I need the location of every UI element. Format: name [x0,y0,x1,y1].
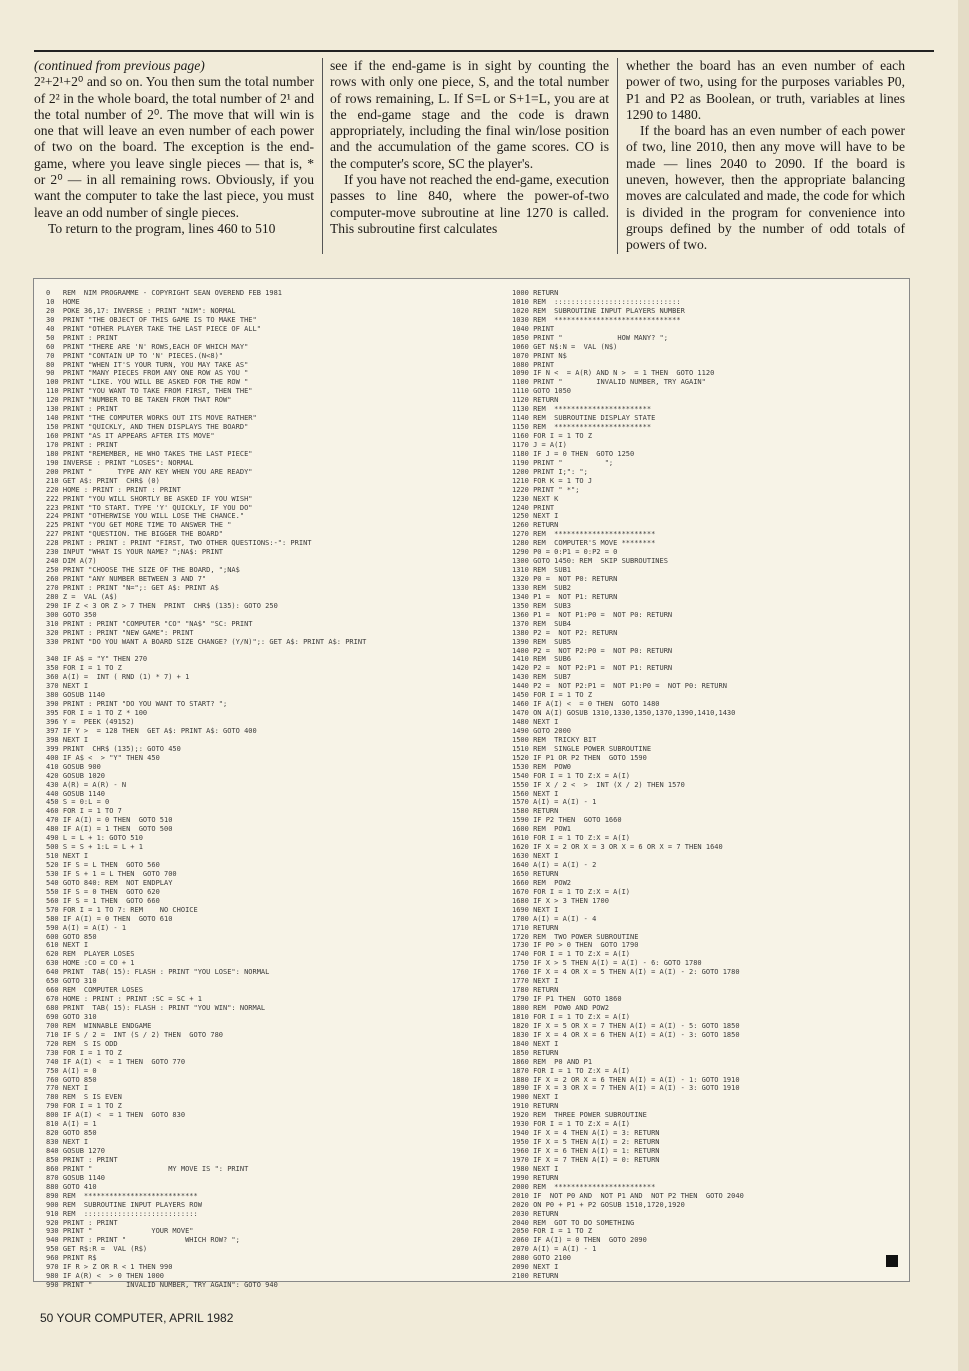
code-line: 840 GOSUB 1270 [46,1147,106,1155]
code-line: 270 PRINT : PRINT "N=";: GET A$: PRINT A$ [46,583,219,592]
code-line: 860 PRINT " MY MOVE IS ": PRINT [46,1164,249,1173]
code-line: 310 PRINT : PRINT "COMPUTER "CO" "NA$" "SC: PRINT [46,619,253,628]
code-line: 2040 REM GOT TO DO SOMETHING [512,1218,635,1227]
code-line: 630 HOME :CO = CO + 1 [46,959,135,968]
code-line: 670 HOME : PRINT : PRINT :SC = SC + 1 [46,995,202,1004]
code-line: 880 GOTO 410 [46,1182,97,1191]
code-line: 1120 RETURN [512,396,559,405]
code-line: 1140 REM SUBROUTINE DISPLAY STATE [512,414,656,423]
code-line: 1690 NEXT I [512,905,559,914]
code-line: 1350 REM SUB3 [512,601,572,610]
code-line: 1820 IF X = 5 OR X = 7 THEN A(I) = A(I) - 5: GOTO 1850 [512,1021,740,1030]
code-line: 1070 PRINT N$ [512,351,567,360]
code-line: 1400 P2 = NOT P2:P0 = NOT P0: RETURN [512,646,673,655]
code-line: 430 A(R) = A(R) - N [46,780,127,789]
code-line: 1500 REM TRICKY BIT [512,735,597,744]
code-line: 300 GOTO 350 [46,610,97,619]
code-line: 1360 P1 = NOT P1:P0 = NOT P0: RETURN [512,610,673,619]
code-line: 1730 IF P0 > 0 THEN GOTO 1790 [512,941,639,950]
paragraph: If the board has an even number of each power of two, line 2010, then any move will have to be made — lines 2040 to 2090. If the board is uneven, however, then the appropriate balancing moves are calculated and made, the code for which is divided in the program for convenience into groups defined by the number of odd totals of powers of two. [626,123,905,253]
code-line: 1010 REM :::::::::::::::::::::::::::::: [512,297,681,306]
code-line: 180 PRINT "REMEMBER, HE WHO TAKES THE LAST PIECE" [46,449,253,458]
code-line: 750 A(I) = 0 [46,1066,97,1075]
code-line: 510 NEXT I [46,852,89,861]
listing-left-column [46,289,366,1290]
code-line: 1520 IF P1 OR P2 THEN GOTO 1590 [512,753,647,762]
end-of-article-square-icon [886,1255,898,1267]
code-line: 770 NEXT I [46,1084,89,1093]
code-line: 1980 NEXT I [512,1164,559,1173]
code-line: 225 PRINT "YOU GET MORE TIME TO ANSWER THE " [46,521,232,530]
code-line: 940 PRINT : PRINT " WHICH ROW? "; [46,1236,240,1245]
code-line: 50 PRINT : PRINT [46,333,118,342]
code-line: 1700 A(I) = A(I) - 4 [512,914,597,923]
code-line: 280 Z = VAL (A$) [46,592,118,601]
code-line: 1240 PRINT [512,503,555,512]
code-line: 1850 RETURN [512,1048,559,1057]
code-line: 1870 FOR I = 1 TO Z:X = A(I) [512,1066,631,1075]
code-line: 1190 PRINT " "; [512,458,614,467]
code-line: 1900 NEXT I [512,1093,559,1102]
code-line: 2060 IF A(I) = 0 THEN GOTO 2090 [512,1236,647,1245]
code-line: 1950 IF X = 5 THEN A(I) = 2: RETURN [512,1138,660,1147]
code-line: 2010 IF NOT P0 AND NOT P1 AND NOT P2 THEN GOTO 2040 [512,1191,744,1200]
code-line: 370 NEXT I [46,682,89,691]
code-line: 220 HOME : PRINT : PRINT : PRINT [46,485,181,494]
page-spine-shadow [958,0,969,1371]
code-line: 730 FOR I = 1 TO Z [46,1048,122,1057]
code-line: 1040 PRINT [512,324,555,333]
code-line: 330 PRINT "DO YOU WANT A BOARD SIZE CHANGE? (Y/N)";: GET A$: PRINT A$: PRINT [46,637,367,646]
code-line: 1550 IF X / 2 < > INT (X / 2) THEN 1570 [512,780,685,789]
code-line: 2090 NEXT I [512,1263,559,1272]
code-line: 350 FOR I = 1 TO Z [46,664,122,673]
code-line: 1970 IF X = 7 THEN A(I) = 0: RETURN [512,1155,660,1164]
code-line: 680 PRINT TAB( 15): FLASH : PRINT "YOU WIN": NORMAL [46,1004,266,1012]
code-line: 440 GOSUB 1140 [46,789,106,798]
code-line: 1100 PRINT " INVALID NUMBER, TRY AGAIN" [512,378,706,387]
code-line: 780 REM S IS EVEN [46,1093,122,1102]
code-line: 1000 RETURN [512,289,559,297]
code-line: 1200 PRINT I;": "; [512,467,588,476]
code-line: 222 PRINT "YOU WILL SHORTLY BE ASKED IF YOU WISH" [46,494,253,503]
code-line: 580 IF A(I) = 0 THEN GOTO 610 [46,914,173,923]
code-line: 920 PRINT : PRINT [46,1218,118,1227]
code-line: 1670 FOR I = 1 TO Z:X = A(I) [512,887,631,896]
code-line: 1340 P1 = NOT P1: RETURN [512,592,618,601]
code-line: 1020 REM SUBROUTINE INPUT PLAYERS NUMBER [512,306,685,315]
article-column-1 [34,58,314,237]
code-line: 340 IF A$ = "Y" THEN 270 [46,655,148,664]
code-line: 100 PRINT "LIKE. YOU WILL BE ASKED FOR THE ROW " [46,378,249,387]
code-line: 460 FOR I = 1 TO 7 [46,807,122,816]
code-line: 1380 P2 = NOT P2: RETURN [512,628,618,637]
code-line: 1990 RETURN [512,1173,559,1182]
code-line: 1710 RETURN [512,923,559,932]
code-line: 710 IF S / 2 = INT (S / 2) THEN GOTO 780 [46,1030,224,1039]
code-line: 570 FOR I = 1 TO 7: REM NO CHOICE [46,905,198,914]
code-line: 420 GOSUB 1020 [46,771,106,780]
code-line: 820 GOTO 850 [46,1129,97,1138]
code-line: 870 GOSUB 1140 [46,1173,106,1182]
code-line: 200 PRINT " TYPE ANY KEY WHEN YOU ARE READY" [46,467,253,476]
code-line: 800 IF A(I) < = 1 THEN GOTO 830 [46,1111,186,1120]
paragraph: 2²+2¹+2⁰ and so on. You then sum the total number of 2² in the whole board, the total number of 2¹ and the total number of 2⁰. The move that will win is one that will leave an even number of each power of two on the board. The exception is the end-game, where you leave single pieces — that is, * or 2⁰ — in all remaining rows. Obviously, if you want the computer to take the last piece, you must leave an odd number of single pieces. [34,74,314,220]
code-line: 720 REM S IS ODD [46,1039,118,1048]
code-line: 910 REM ::::::::::::::::::::::::::: [46,1209,198,1218]
code-line: 260 PRINT "ANY NUMBER BETWEEN 3 AND 7" [46,575,207,583]
code-line: 250 PRINT "CHOOSE THE SIZE OF THE BOARD, ";NA$ [46,566,240,575]
listing-right-column [512,289,744,1281]
code-line: 1330 REM SUB2 [512,583,572,592]
continued-label: (continued from previous page) [34,58,205,73]
code-line: 224 PRINT "OTHERWISE YOU WILL LOSE THE CHANCE." [46,512,245,521]
paragraph: If you have not reached the end-game, execution passes to line 840, where the power-of-two computer-move subroutine at line 1270 is called. This subroutine first calculates [330,172,609,236]
article-column-2 [330,58,609,237]
code-line: 1280 REM COMPUTER'S MOVE ******** [512,539,656,548]
code-line: 130 PRINT : PRINT [46,405,118,414]
code-line: 1960 IF X = 6 THEN A(I) = 1: RETURN [512,1147,660,1155]
code-line: 80 PRINT "WHEN IT'S YOUR TURN, YOU MAY TAKE AS" [46,360,249,369]
code-line: 2020 ON P0 + P1 + P2 GOSUB 1510,1720,1920 [512,1200,685,1209]
code-line: 70 PRINT "CONTAIN UP TO 'N' PIECES.(N<8)" [46,351,224,360]
code-line: 390 PRINT : PRINT "DO YOU WANT TO START? "; [46,700,228,709]
code-line: 740 IF A(I) < = 1 THEN GOTO 770 [46,1057,186,1066]
code-line: 2100 RETURN [512,1272,559,1281]
code-line: 1740 FOR I = 1 TO Z:X = A(I) [512,950,631,959]
code-line: 1600 REM POW1 [512,825,572,834]
code-line: 1090 IF N < = A(R) AND N > = 1 THEN GOTO 1120 [512,369,715,378]
code-line: 1650 RETURN [512,869,559,878]
code-line: 700 REM WINNABLE ENDGAME [46,1021,152,1030]
code-line: 399 PRINT CHR$ (135);: GOTO 450 [46,744,181,753]
code-line: 2030 RETURN [512,1209,559,1218]
code-line: 970 IF R > Z OR R < 1 THEN 990 [46,1263,173,1272]
code-line: 1480 NEXT I [512,718,559,726]
code-line: 0 REM NIM PROGRAMME - COPYRIGHT SEAN OVEREND FEB 1981 [46,289,283,297]
code-line: 1830 IF X = 4 OR X = 6 THEN A(I) = A(I) - 3: GOTO 1850 [512,1030,740,1039]
code-line: 1810 FOR I = 1 TO Z:X = A(I) [512,1012,631,1021]
code-line: 790 FOR I = 1 TO Z [46,1102,122,1111]
code-line: 1220 PRINT " *"; [512,485,580,494]
code-line: 1770 NEXT I [512,977,559,986]
code-line: 1940 IF X = 4 THEN A(I) = 3: RETURN [512,1129,660,1138]
code-line: 1050 PRINT " HOW MANY? "; [512,333,668,342]
program-listing [33,278,910,1290]
code-line: 228 PRINT : PRINT : PRINT "FIRST, TWO OTHER QUESTIONS:-": PRINT [46,539,312,548]
code-line: 1030 REM ****************************** [512,315,681,324]
paragraph: see if the end-game is in sight by counting the rows with only one piece, S, and the total number of rows remaining, L. If S=L or S+1=L, you are at the end-game stage and the code is drawn appropriately, including the final win/lose position and the accumulation of the game scores. CO is the computer's score, SC the player's. [330,58,609,171]
paragraph: whether the board has an even number of each power of two, using for the purposes variables P0, P1 and P2 as Boolean, or truth, variables at lines 1290 to 1480. [626,58,905,122]
code-line [46,647,366,656]
code-line: 396 Y = PEEK (49152) [46,718,135,726]
code-line: 227 PRINT "QUESTION. THE BIGGER THE BOARD" [46,530,224,539]
code-line: 90 PRINT "MANY PIECES FROM ANY ONE ROW AS YOU " [46,369,249,378]
code-line: 20 POKE 36,17: INVERSE : PRINT "NIM": NORMAL [46,306,236,315]
code-line: 60 PRINT "THERE ARE 'N' ROWS,EACH OF WHICH MAY" [46,342,249,351]
code-line: 480 IF A(I) = 1 THEN GOTO 500 [46,825,173,834]
code-line: 1580 RETURN [512,807,559,816]
code-line: 223 PRINT "TO START. TYPE 'Y' QUICKLY, IF YOU DO" [46,503,253,512]
article-column-3 [626,58,905,254]
code-line: 1110 GOTO 1050 [512,387,572,396]
code-line: 1620 IF X = 2 OR X = 3 OR X = 6 OR X = 7 THEN 1640 [512,843,723,852]
code-line: 1910 RETURN [512,1102,559,1111]
code-line: 1680 IF X > 3 THEN 1700 [512,896,609,905]
code-line: 380 GOSUB 1140 [46,691,106,700]
code-line: 1150 REM *********************** [512,423,652,432]
column-divider [322,58,323,254]
code-line: 1590 IF P2 THEN GOTO 1660 [512,816,622,825]
code-line: 1390 REM SUB5 [512,637,572,646]
code-line: 400 IF A$ < > "Y" THEN 450 [46,753,160,762]
code-line: 830 NEXT I [46,1138,89,1147]
code-line: 930 PRINT " YOUR MOVE" [46,1227,194,1236]
code-line: 1300 GOTO 1450: REM SKIP SUBROUTINES [512,557,668,566]
paragraph: To return to the program, lines 460 to 510 [48,220,276,236]
code-line: 1920 REM THREE POWER SUBROUTINE [512,1111,647,1120]
code-line: 1250 NEXT I [512,512,559,521]
code-line: 110 PRINT "YOU WANT TO TAKE FROM FIRST, THEN THE" [46,387,253,396]
code-line: 890 REM *************************** [46,1191,198,1200]
code-line: 1430 REM SUB7 [512,673,572,682]
code-line: 1180 IF J = 0 THEN GOTO 1250 [512,449,635,458]
code-line: 760 GOTO 850 [46,1075,97,1084]
code-line: 1490 GOTO 2000 [512,726,572,735]
code-line: 1540 FOR I = 1 TO Z:X = A(I) [512,771,631,780]
code-line: 660 REM COMPUTER LOSES [46,986,143,995]
code-line: 1470 ON A(I) GOSUB 1310,1330,1350,1370,1390,1410,1430 [512,709,736,718]
code-line: 1410 REM SUB6 [512,655,572,664]
code-line: 650 GOTO 310 [46,977,97,986]
page-footer: 50 YOUR COMPUTER, APRIL 1982 [40,1311,234,1325]
code-line: 140 PRINT "THE COMPUTER WORKS OUT ITS MOVE RATHER" [46,414,257,423]
code-line: 530 IF S + 1 = L THEN GOTO 700 [46,869,177,878]
code-line: 1290 P0 = 0:P1 = 0:P2 = 0 [512,548,618,557]
code-line: 320 PRINT : PRINT "NEW GAME": PRINT [46,628,194,637]
code-line: 500 S = S + 1:L = L + 1 [46,843,143,852]
code-line: 1760 IF X = 4 OR X = 5 THEN A(I) = A(I) - 2: GOTO 1780 [512,968,740,977]
code-line: 360 A(I) = INT ( RND (1) * 7) + 1 [46,673,190,682]
top-rule [34,50,934,52]
code-line: 1880 IF X = 2 OR X = 6 THEN A(I) = A(I) - 1: GOTO 1910 [512,1075,740,1084]
code-line: 1930 FOR I = 1 TO Z:X = A(I) [512,1120,631,1129]
code-line: 640 PRINT TAB( 15): FLASH : PRINT "YOU LOSE": NORMAL [46,968,270,977]
code-line: 1230 NEXT K [512,494,559,503]
code-line: 600 GOTO 850 [46,932,97,941]
code-line: 1370 REM SUB4 [512,619,572,628]
code-line: 40 PRINT "OTHER PLAYER TAKE THE LAST PIECE OF ALL" [46,324,261,333]
code-line: 950 GET R$:R = VAL (R$) [46,1245,148,1254]
code-line: 398 NEXT I [46,735,89,744]
code-line: 1640 A(I) = A(I) - 2 [512,861,597,869]
code-line: 1320 P0 = NOT P0: RETURN [512,575,618,583]
code-line: 450 S = 0:L = 0 [46,798,110,807]
code-line: 410 GOSUB 900 [46,762,101,771]
code-line: 150 PRINT "QUICKLY, AND THEN DISPLAYS THE BOARD" [46,423,249,432]
code-line: 120 PRINT "NUMBER TO BE TAKEN FROM THAT ROW" [46,396,232,405]
code-line: 290 IF Z < 3 OR Z > 7 THEN PRINT CHR$ (135): GOTO 250 [46,601,278,610]
code-line: 1170 J = A(I) [512,440,567,449]
code-line: 10 HOME [46,297,80,306]
code-line: 1560 NEXT I [512,789,559,798]
code-line: 1530 REM POW0 [512,762,572,771]
code-line: 1840 NEXT I [512,1039,559,1048]
code-line: 1510 REM SINGLE POWER SUBROUTINE [512,744,652,753]
code-line: 550 IF S = 0 THEN GOTO 620 [46,887,160,896]
code-line: 1260 RETURN [512,521,559,530]
code-line: 1630 NEXT I [512,852,559,861]
code-line: 1780 RETURN [512,986,559,995]
code-line: 2050 FOR I = 1 TO Z [512,1227,593,1236]
code-line: 240 DIM A(7) [46,557,97,566]
code-line: 1660 REM POW2 [512,878,572,887]
code-line: 30 PRINT "THE OBJECT OF THIS GAME IS TO MAKE THE" [46,315,257,324]
code-line: 1800 REM POW0 AND POW2 [512,1004,609,1012]
code-line: 850 PRINT : PRINT [46,1155,118,1164]
code-line: 980 IF A(R) < > 0 THEN 1000 [46,1272,165,1281]
code-line: 1720 REM TWO POWER SUBROUTINE [512,932,639,941]
code-line: 397 IF Y > = 128 THEN GET A$: PRINT A$: GOTO 400 [46,726,257,735]
code-line: 900 REM SUBROUTINE INPUT PLAYERS ROW [46,1200,202,1209]
column-divider [617,58,618,254]
code-line: 2000 REM ************************ [512,1182,656,1191]
code-line: 160 PRINT "AS IT APPEARS AFTER ITS MOVE" [46,432,215,440]
code-line: 520 IF S = L THEN GOTO 560 [46,861,160,869]
code-line: 2070 A(I) = A(I) - 1 [512,1245,597,1254]
code-line: 395 FOR I = 1 TO Z * 100 [46,709,148,718]
code-line: 1460 IF A(I) < = 0 THEN GOTO 1480 [512,700,660,709]
code-line: 810 A(I) = 1 [46,1120,97,1129]
code-line: 190 INVERSE : PRINT "LOSES": NORMAL [46,458,194,467]
code-line: 1310 REM SUB1 [512,566,572,575]
code-line: 690 GOTO 310 [46,1012,97,1021]
code-line: 590 A(I) = A(I) - 1 [46,923,127,932]
code-line: 210 GET A$: PRINT CHR$ (0) [46,476,160,485]
code-line: 1210 FOR K = 1 TO J [512,476,593,485]
code-line: 230 INPUT "WHAT IS YOUR NAME? ";NA$: PRINT [46,548,224,557]
code-line: 610 NEXT I [46,941,89,950]
code-line: 1890 IF X = 3 OR X = 7 THEN A(I) = A(I) - 3: GOTO 1910 [512,1084,740,1093]
code-line: 1450 FOR I = 1 TO Z [512,691,593,700]
code-line: 1420 P2 = NOT P2:P1 = NOT P1: RETURN [512,664,673,673]
code-line: 560 IF S = 1 THEN GOTO 660 [46,896,160,905]
code-line: 620 REM PLAYER LOSES [46,950,135,959]
code-line: 1080 PRINT [512,360,555,369]
code-line: 1610 FOR I = 1 TO Z:X = A(I) [512,834,631,843]
code-line: 1130 REM *********************** [512,405,652,414]
code-line: 540 GOTO 840: REM NOT ENDPLAY [46,878,173,887]
code-line: 470 IF A(I) = 0 THEN GOTO 510 [46,816,173,825]
code-line: 1750 IF X > 5 THEN A(I) = A(I) - 6: GOTO 1780 [512,959,702,968]
code-line: 1160 FOR I = 1 TO Z [512,432,593,440]
code-line: 1270 REM ************************ [512,530,656,539]
code-line: 1570 A(I) = A(I) - 1 [512,798,597,807]
code-line: 1440 P2 = NOT P2:P1 = NOT P1:P0 = NOT P0: RETURN [512,682,727,691]
code-line: 1860 REM P0 AND P1 [512,1057,593,1066]
code-line: 170 PRINT : PRINT [46,440,118,449]
code-line: 2080 GOTO 2100 [512,1254,572,1263]
code-line: 960 PRINT R$ [46,1254,97,1263]
code-line: 1060 GET N$:N = VAL (N$) [512,342,618,351]
code-line: 990 PRINT " INVALID NUMBER, TRY AGAIN": GOTO 940 [46,1281,278,1290]
code-line: 1790 IF P1 THEN GOTO 1860 [512,995,622,1004]
code-line: 490 L = L + 1: GOTO 510 [46,834,143,843]
